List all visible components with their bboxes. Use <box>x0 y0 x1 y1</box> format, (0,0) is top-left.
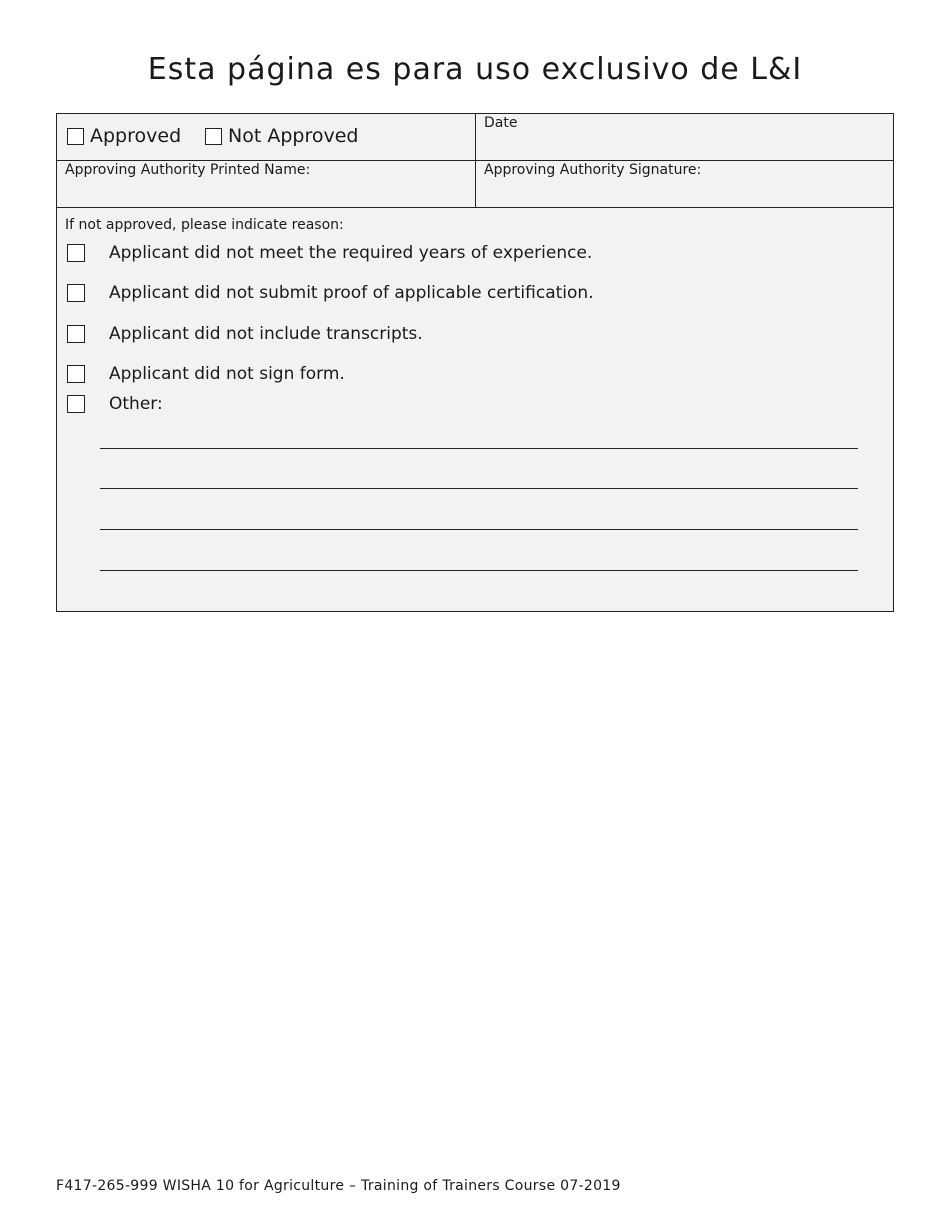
signature-label: Approving Authority Signature: <box>484 162 702 178</box>
lni-use-only-form <box>56 113 894 612</box>
reasons-intro: If not approved, please indicate reason: <box>65 217 344 233</box>
other-reason-line-4[interactable] <box>100 570 858 571</box>
approval-status-cell <box>57 114 476 160</box>
reason-certification[interactable] <box>67 283 594 303</box>
reason-signature-checkbox[interactable] <box>67 365 85 383</box>
form-footer: F417-265-999 WISHA 10 for Agriculture – Training of Trainers Course 07-2019 <box>56 1178 621 1194</box>
date-label: Date <box>484 115 518 131</box>
date-field[interactable] <box>476 114 893 160</box>
reason-other-label: Other: <box>109 394 163 414</box>
approved-option[interactable] <box>67 125 181 147</box>
approval-row <box>57 114 893 161</box>
approved-checkbox[interactable] <box>67 128 84 145</box>
not-approved-checkbox[interactable] <box>205 128 222 145</box>
reason-transcripts-label: Applicant did not include transcripts. <box>109 324 423 344</box>
reason-signature[interactable] <box>67 364 345 384</box>
reason-other-checkbox[interactable] <box>67 395 85 413</box>
rejection-reasons-section <box>57 208 893 611</box>
reason-certification-label: Applicant did not submit proof of applicable certification. <box>109 283 594 303</box>
not-approved-option[interactable] <box>205 125 358 147</box>
reason-experience[interactable] <box>67 243 592 263</box>
reason-signature-label: Applicant did not sign form. <box>109 364 345 384</box>
not-approved-label: Not Approved <box>228 125 359 147</box>
reason-experience-label: Applicant did not meet the required years of experience. <box>109 243 593 263</box>
signature-field[interactable] <box>476 161 893 207</box>
reason-other[interactable] <box>67 394 163 414</box>
page-title: Esta página es para uso exclusivo de L&I <box>147 52 803 87</box>
reason-transcripts[interactable] <box>67 324 423 344</box>
printed-name-label: Approving Authority Printed Name: <box>65 162 311 178</box>
authority-row <box>57 161 893 208</box>
reason-experience-checkbox[interactable] <box>67 244 85 262</box>
reason-transcripts-checkbox[interactable] <box>67 325 85 343</box>
approved-label: Approved <box>90 125 182 147</box>
reason-certification-checkbox[interactable] <box>67 284 85 302</box>
other-reason-line-1[interactable] <box>100 448 858 449</box>
printed-name-field[interactable] <box>57 161 476 207</box>
other-reason-line-3[interactable] <box>100 529 858 530</box>
other-reason-line-2[interactable] <box>100 488 858 489</box>
